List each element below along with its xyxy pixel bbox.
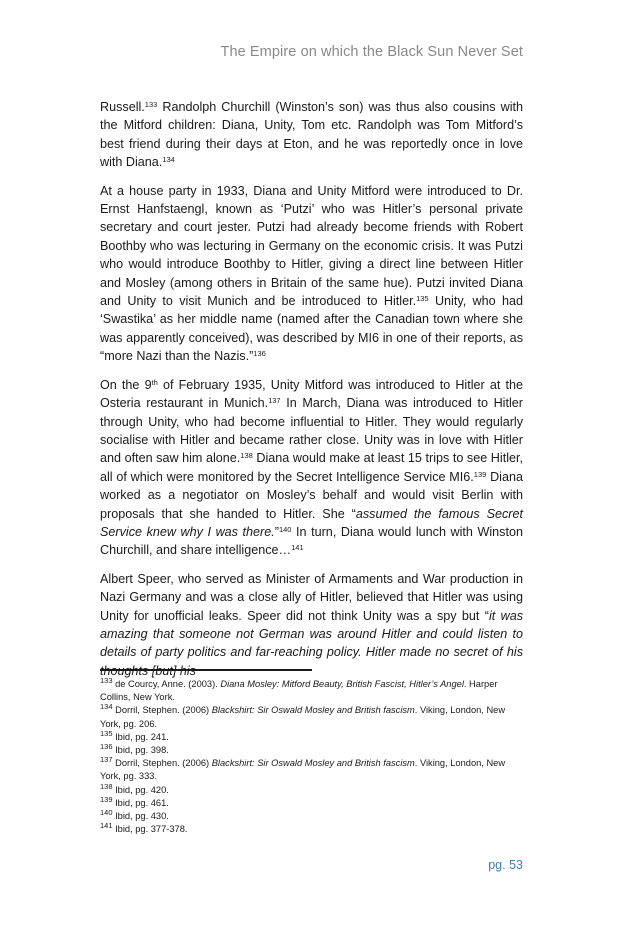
superscript: 134 [162,155,175,165]
italic-text: assumed the famous Secret Service knew why I was there. [100,506,523,539]
italic-text: Blackshirt: Sir Oswald Mosley and British fascism [211,705,415,716]
footnote [100,794,523,810]
footnote [100,781,523,797]
footnote [100,728,523,744]
footnotes [100,678,523,836]
superscript: 135 [416,294,429,304]
body-text [100,98,523,690]
text-run: Ibid, pg. 377-378. [112,824,188,835]
text-run: . Viking, London, New York, pg. 206. [100,705,506,729]
superscript: 136 [253,349,266,359]
italic-text: Diana Mosley: Mitford Beauty, British Fascist, Hitler’s Angel [220,679,464,689]
footnote [100,757,523,783]
superscript: 137 [100,755,113,765]
footnote [100,704,523,730]
paragraph [100,182,523,366]
superscript: 134 [100,702,113,712]
footnote [100,810,523,823]
superscript: 136 [100,742,113,752]
superscript: 137 [268,396,281,406]
footnote-divider [100,669,312,671]
text-run: In March, Diana was introduced to Hitler through Unity, who had become influential to Hitler. They would regularly socialise with Hitler and became rather close. Unity was in love with Hitler and often saw him alone. [100,396,523,466]
text-run: Ibid, pg. 420. [112,784,169,795]
footnote [100,744,523,757]
text-run: Ibid, pg. 461. [112,797,169,808]
superscript: 135 [100,728,113,738]
paragraph [100,570,523,680]
superscript: 141 [100,821,113,831]
text-run: Dorril, Stephen. (2006) [112,758,212,769]
superscript: 133 [100,676,113,685]
text-run: Ibid, pg. 398. [112,745,169,756]
superscript: 141 [291,543,304,553]
footnote [100,678,523,704]
text-run: On the 9 [100,377,152,392]
italic-text: it was amazing that someone not German was around Hitler and could listen to details of party politics and far-reaching policy. Hitler made no secret of his [100,608,523,660]
italic-text: Blackshirt: Sir Oswald Mosley and British fascism [211,758,415,769]
text-run: . Harper Collins, New York. [100,679,498,703]
footnote [100,823,523,836]
text-run: Albert Speer, who served as Minister of Armaments and War production in Nazi Germany and was a close ally of Hitler, believed that Hitler was using Unity for unofficial leaks. Speer did not think Unity was a spy but “ [100,571,523,623]
text-run: Dorril, Stephen. (2006) [112,705,212,716]
text-run: Diana would make at least 15 trips to see Hitler, all of which were monitored by the Secret Intelligence Service MI6. [100,451,523,484]
superscript: 133 [144,100,158,109]
text-run: ” [274,524,279,539]
text-run: Russell. [100,100,145,114]
text-run: . Viking, London, New York, pg. 333. [100,758,506,782]
superscript: 140 [278,524,292,534]
text-run: Unity, who had ‘Swastika’ as her middle name (named after the Canadian town where she was apparently conceived), was described by MI6 in one of their reports, as “more Nazi than the Nazis.” [100,294,524,364]
paragraph [100,98,523,172]
text-run: Randolph Churchill (Winston’s son) was thus also cousins with the Mitford children: Diana, Unity, Tom etc. Randolph was Tom Mitford’s best friend during their days at Eton, and he was reportedly once in love with Diana. [100,100,523,170]
paragraph [100,376,523,560]
superscript: th [151,377,158,387]
text-run: Ibid, pg. 430. [112,811,169,822]
running-header-title: The Empire on which the Black Sun Never Set [220,44,523,60]
page-number: pg. 53 [488,858,523,872]
superscript: 138 [100,781,113,791]
text-run: In turn, Diana would lunch with Winston Churchill, and share intelligence… [100,524,523,558]
text-run: At a house party in 1933, Diana and Unity Mitford were introduced to Dr. Ernst Hanfstaengl, known as ‘Putzi’ who was Hitler’s personal private secretary and court jester. Putzi had already become friends with Robert Boothby who was lecturing in Germany on the economic crisis. It was Putzi who would introduce Boothby to Hitler, giving a direct line between Hitler and Mosley (among others in Britain of the same hue). Putzi invited Diana and Unity to visit Munich and be introduced to Hitler. [100,183,523,309]
text-run: of February 1935, Unity Mitford was introduced to Hitler at the Osteria restaurant in Munich. [100,377,523,411]
text-run: Ibid, pg. 241. [112,731,169,742]
superscript: 139 [100,794,113,804]
superscript: 140 [100,808,113,818]
text-run: Diana worked as a negotiator on Mosley’s behalf and would visit Berlin with proposals that she handed to Hitler. She “ [100,469,523,521]
superscript: 138 [240,451,253,461]
text-run: de Courcy, Anne. (2003). [112,679,221,689]
superscript: 139 [473,469,487,479]
